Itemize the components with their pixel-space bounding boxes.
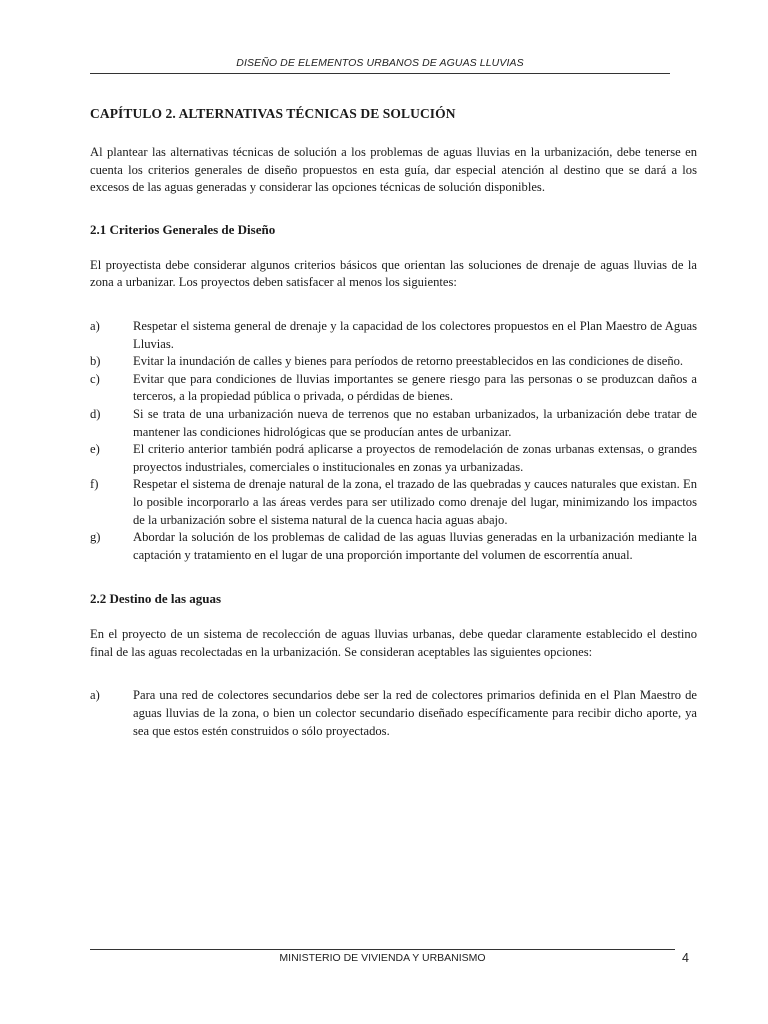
water-destination-list [90,687,697,740]
list-item-text: Respetar el sistema general de drenaje y la capacidad de los colectores propuestos en el Plan Maestro de Aguas Lluvias. [133,318,697,351]
list-item [90,353,697,371]
list-item-text: Evitar la inundación de calles y bienes para períodos de retorno preestablecidos en las condiciones de diseño. [133,354,684,369]
section-2-2-heading: 2.2 Destino de las aguas [90,591,222,607]
list-marker: c) [90,371,100,386]
list-item-text: Si se trata de una urbanización nueva de terrenos que no estaban urbanizados, la urbanización debe tratar de mantener las condiciones hidrológicas que se producían antes de urbanizar. [133,406,697,439]
list-marker: e) [90,442,100,457]
chapter-title: CAPÍTULO 2. ALTERNATIVAS TÉCNICAS DE SOLUCIÓN [90,106,456,121]
page-number: 4 [682,951,689,965]
page-content [90,104,697,766]
list-marker: b) [90,354,101,369]
section-2-2-intro-paragraph: En el proyecto de un sistema de recolección de aguas lluvias urbanas, debe quedar claramente establecido el destino final de las aguas recolectadas en la urbanización. Se consideran aceptables las siguientes opciones: [90,627,697,659]
list-item-text: Respetar el sistema de drenaje natural de la zona, el trazado de las quebradas y cauces naturales que existan. En lo posible incorporarlo a las áreas verdes para ser utilizado como drenaje del lugar, minimizando los impactos de la urbanización sobre el sistema natural de la cuenca hacia aguas abajo. [133,477,697,527]
footer-rule [90,949,675,950]
list-marker: g) [90,530,101,545]
chapter-intro-paragraph: Al plantear las alternativas técnicas de solución a los problemas de aguas lluvias en la urbanización, debe tenerse en cuenta los criterios generales de diseño propuestos en esta guía, dar especial atención al destino que se dará a los excesos de las aguas generadas y considerar las opciones técnicas de solución disponibles. [90,145,697,195]
design-criteria-list [90,318,697,564]
list-item-text: Para una red de colectores secundarios debe ser la red de colectores primarios definida en el Plan Maestro de aguas lluvias de la zona, o bien un colector secundario diseñado específicamente para recibir dicho aporte, ya sea que estos estén construidos o sólo proyectados. [133,688,697,738]
list-marker: f) [90,477,99,492]
list-item [90,529,697,564]
list-item [90,687,697,740]
running-header: DISEÑO DE ELEMENTOS URBANOS DE AGUAS LLUVIAS [236,57,524,69]
list-item-text: Evitar que para condiciones de lluvias importantes se genere riesgo para las personas o se produzcan daños a terceros, a la propiedad pública o privada, o pérdidas de bienes. [133,371,697,404]
section-2-1-heading: 2.1 Criterios Generales de Diseño [90,221,276,237]
footer-organization: MINISTERIO DE VIVIENDA Y URBANISMO [279,952,486,964]
list-item [90,318,697,353]
list-marker: d) [90,406,101,421]
list-marker: a) [90,688,100,703]
list-item [90,371,697,406]
list-marker: a) [90,318,100,333]
section-2-1-intro-paragraph: El proyectista debe considerar algunos criterios básicos que orientan las soluciones de drenaje de aguas lluvias de la zona a urbanizar. Los proyectos deben satisfacer al menos los siguientes: [90,257,697,290]
list-item-text: El criterio anterior también podrá aplicarse a proyectos de remodelación de zonas urbanas extensas, o grandes proyectos industriales, comerciales o institucionales en zonas ya urbanizadas. [133,442,697,474]
list-item [90,476,697,529]
list-item [90,441,697,476]
list-item [90,406,697,441]
list-item-text: Abordar la solución de los problemas de calidad de las aguas lluvias generadas en la urbanización mediante la captación y tratamiento en el lugar de una proporción importante del volumen de escorrentía anual. [133,530,697,562]
header-rule [90,73,670,74]
